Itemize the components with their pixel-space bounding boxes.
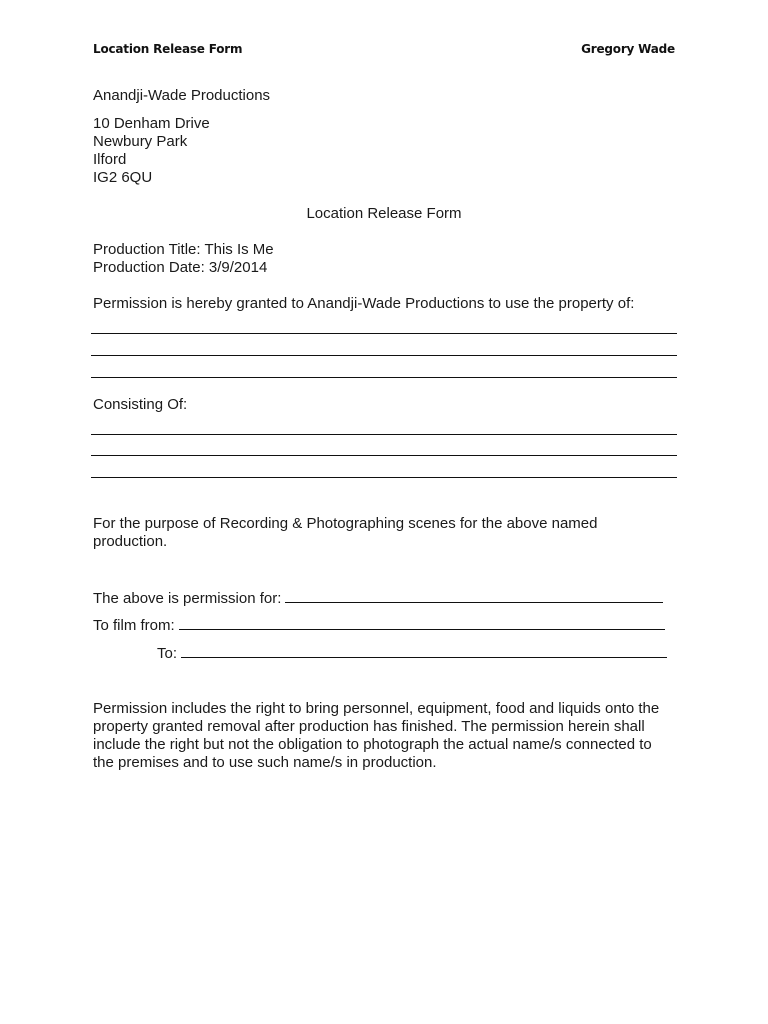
- property-line-1[interactable]: [91, 333, 677, 334]
- header-left-title: Location Release Form: [93, 42, 243, 56]
- consisting-line-3[interactable]: [91, 477, 677, 478]
- header-author: Gregory Wade: [581, 42, 675, 56]
- consisting-of-label: Consisting Of:: [93, 396, 188, 413]
- film-to-row: [157, 644, 667, 663]
- company-name: Anandji-Wade Productions: [93, 87, 271, 104]
- permission-statement: Permission is hereby granted to Anandji-Wade Productions to use the property of:: [93, 295, 635, 312]
- film-from-field[interactable]: [179, 616, 665, 630]
- permission-for-label: The above is permission for:: [93, 590, 282, 607]
- address-line-2: Newbury Park: [93, 133, 188, 150]
- production-date: Production Date: 3/9/2014: [93, 259, 268, 276]
- purpose-paragraph: For the purpose of Recording & Photographing scenes for the above named production.: [93, 515, 598, 550]
- address-postcode: IG2 6QU: [93, 169, 153, 186]
- film-to-label: To:: [157, 645, 178, 662]
- film-to-field[interactable]: [181, 644, 667, 658]
- address-line-1: 10 Denham Drive: [93, 115, 210, 132]
- property-line-3[interactable]: [91, 377, 677, 378]
- film-from-row: [93, 616, 665, 635]
- production-title: Production Title: This Is Me: [93, 241, 274, 258]
- address-line-3: Ilford: [93, 151, 127, 168]
- form-title: Location Release Form: [306, 205, 462, 222]
- closing-paragraph: Permission includes the right to bring personnel, equipment, food and liquids onto the property granted removal after production has finished. The permission herein shall include the right but not the obligation to photograph the actual name/s connected to the premises and to use such name/s in production.: [93, 700, 660, 771]
- film-from-label: To film from:: [93, 617, 175, 634]
- property-line-2[interactable]: [91, 355, 677, 356]
- permission-for-row: [93, 589, 663, 608]
- consisting-line-1[interactable]: [91, 434, 677, 435]
- consisting-line-2[interactable]: [91, 455, 677, 456]
- permission-for-field[interactable]: [285, 589, 663, 603]
